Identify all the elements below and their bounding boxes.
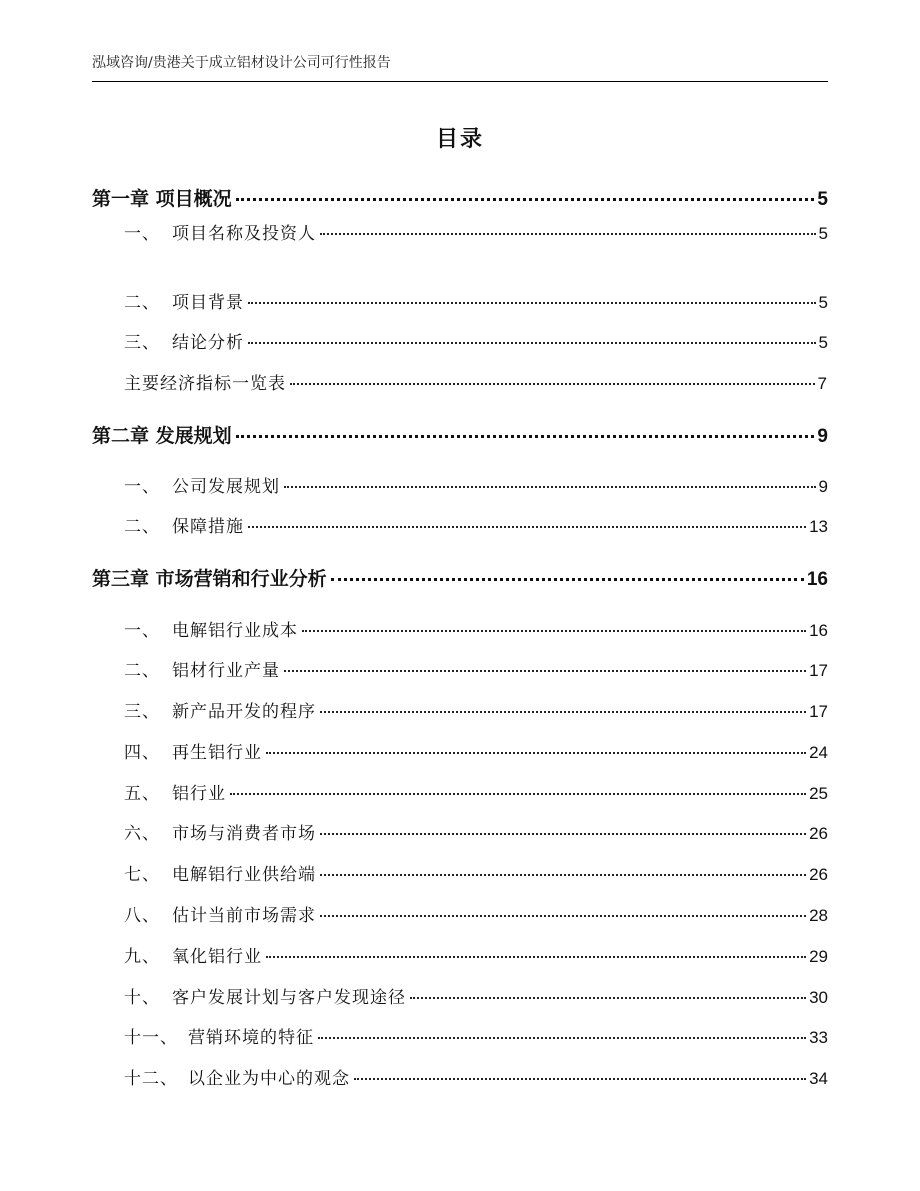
toc-section-entry[interactable] bbox=[92, 656, 828, 681]
toc-entry-label bbox=[124, 779, 226, 804]
toc-entry-title: 项目名称及投资人 bbox=[172, 224, 316, 244]
toc-section-entry[interactable] bbox=[92, 219, 828, 244]
toc-page-number: 29 bbox=[809, 947, 828, 966]
toc-dot-leader bbox=[248, 526, 806, 528]
toc-dot-leader bbox=[320, 833, 806, 835]
toc-page-number: 16 bbox=[806, 569, 828, 590]
toc-page-number: 9 bbox=[817, 426, 828, 447]
toc-entry-label bbox=[124, 1023, 314, 1048]
toc-dot-leader bbox=[236, 198, 815, 201]
toc-page-number: 17 bbox=[809, 661, 828, 680]
toc-page-number: 17 bbox=[809, 702, 828, 721]
toc-entry-label bbox=[124, 819, 316, 844]
toc-section-entry[interactable] bbox=[92, 328, 828, 353]
toc-section-entry[interactable] bbox=[92, 472, 828, 497]
toc-entry-title: 市场与消费者市场 bbox=[172, 824, 316, 844]
toc-entry-number: 五、 bbox=[124, 784, 160, 804]
toc-entry-number: 三、 bbox=[124, 702, 160, 722]
toc-section-entry[interactable] bbox=[92, 616, 828, 641]
toc-dot-leader bbox=[318, 1037, 806, 1039]
toc-entry-label bbox=[124, 472, 280, 497]
toc-entry-label bbox=[124, 616, 298, 641]
toc-entry-label bbox=[124, 328, 244, 353]
toc-section-entry[interactable] bbox=[92, 738, 828, 763]
toc-page-number: 9 bbox=[818, 477, 828, 496]
toc-entry-label bbox=[124, 983, 406, 1008]
toc-dot-leader bbox=[266, 752, 806, 754]
toc-entry-label bbox=[124, 901, 316, 926]
toc-section-entry[interactable] bbox=[92, 901, 828, 926]
toc-page-number: 33 bbox=[809, 1028, 828, 1047]
toc-chapter-entry[interactable] bbox=[92, 421, 828, 448]
toc-entry-title: 新产品开发的程序 bbox=[172, 702, 316, 722]
header-rule bbox=[92, 81, 828, 82]
toc-chapter-entry[interactable] bbox=[92, 184, 828, 211]
toc-page-number: 34 bbox=[809, 1069, 828, 1088]
toc-entry-number: 一、 bbox=[124, 621, 160, 641]
toc-dot-leader bbox=[236, 435, 815, 438]
toc-dot-leader bbox=[290, 383, 815, 385]
toc-page-number: 5 bbox=[818, 293, 828, 312]
toc-entry-number: 十一、 bbox=[124, 1028, 178, 1048]
toc-entry-label bbox=[124, 512, 244, 537]
toc-entry-title: 结论分析 bbox=[172, 333, 244, 353]
toc-entry-number: 八、 bbox=[124, 906, 160, 926]
toc-page-number: 30 bbox=[809, 988, 828, 1007]
toc-page-number: 26 bbox=[809, 865, 828, 884]
toc-entry-title: 铝行业 bbox=[172, 784, 226, 804]
toc-page-number: 5 bbox=[818, 333, 828, 352]
toc-page-number: 16 bbox=[809, 621, 828, 640]
toc-dot-leader bbox=[284, 486, 816, 488]
toc-page-number: 5 bbox=[817, 189, 828, 210]
toc-section-entry[interactable] bbox=[92, 983, 828, 1008]
toc-entry-title: 铝材行业产量 bbox=[172, 661, 280, 681]
toc-entry-number: 十二、 bbox=[124, 1069, 178, 1089]
toc-entry-title: 再生铝行业 bbox=[172, 743, 262, 763]
toc-dot-leader bbox=[266, 956, 806, 958]
toc-entry-number: 六、 bbox=[124, 824, 160, 844]
toc-entry-title: 估计当前市场需求 bbox=[172, 906, 316, 926]
toc-dot-leader bbox=[331, 578, 804, 581]
toc-entry-number: 二、 bbox=[124, 661, 160, 681]
toc-entry-title: 电解铝行业成本 bbox=[172, 621, 298, 641]
toc-entry-number: 二、 bbox=[124, 293, 160, 313]
toc-entry-title: 客户发展计划与客户发现途径 bbox=[172, 988, 406, 1008]
toc-dot-leader bbox=[320, 874, 806, 876]
toc-section-entry[interactable] bbox=[92, 369, 828, 394]
toc-entry-label: 主要经济指标一览表 bbox=[124, 374, 286, 394]
toc-entry-number: 九、 bbox=[124, 947, 160, 967]
toc-entry-label bbox=[124, 860, 316, 885]
toc-entry-label: 第三章 市场营销和行业分析 bbox=[92, 568, 327, 590]
toc-page-number: 5 bbox=[818, 224, 828, 243]
toc-dot-leader bbox=[230, 793, 806, 795]
toc-section-entry[interactable] bbox=[92, 942, 828, 967]
toc-chapter-entry[interactable] bbox=[92, 564, 828, 591]
toc-entry-label bbox=[124, 656, 280, 681]
toc-page-number: 26 bbox=[809, 824, 828, 843]
toc-entry-label bbox=[124, 738, 262, 763]
toc-entry-number: 十、 bbox=[124, 988, 160, 1008]
toc-dot-leader bbox=[248, 302, 816, 304]
page-title: 目录 bbox=[435, 127, 484, 152]
toc-entry-number: 一、 bbox=[124, 477, 160, 497]
toc-entry-number: 三、 bbox=[124, 333, 160, 353]
toc-section-entry[interactable] bbox=[92, 819, 828, 844]
toc-entry-title: 公司发展规划 bbox=[172, 477, 280, 497]
toc-entry-label: 第一章 项目概况 bbox=[92, 188, 232, 210]
toc-section-entry[interactable] bbox=[92, 697, 828, 722]
toc-section-entry[interactable] bbox=[92, 1023, 828, 1048]
toc-dot-leader bbox=[320, 711, 806, 713]
toc-section-entry[interactable] bbox=[92, 1064, 828, 1089]
toc-entry-title: 以企业为中心的观念 bbox=[188, 1069, 350, 1089]
toc-section-entry[interactable] bbox=[92, 288, 828, 313]
toc-section-entry[interactable] bbox=[92, 860, 828, 885]
toc-page-number: 13 bbox=[809, 517, 828, 536]
toc-page-number: 28 bbox=[809, 906, 828, 925]
toc-entry-title: 氧化铝行业 bbox=[172, 947, 262, 967]
toc-entry-title: 项目背景 bbox=[172, 293, 244, 313]
toc-dot-leader bbox=[354, 1078, 806, 1080]
toc-dot-leader bbox=[320, 915, 806, 917]
toc-section-entry[interactable] bbox=[92, 512, 828, 537]
toc-entry-title: 电解铝行业供给端 bbox=[172, 865, 316, 885]
toc-entry-label: 第二章 发展规划 bbox=[92, 425, 232, 447]
toc-page-number: 25 bbox=[809, 784, 828, 803]
toc-entry-label bbox=[124, 942, 262, 967]
toc-entry-label bbox=[124, 219, 316, 244]
toc-entry-title: 保障措施 bbox=[172, 517, 244, 537]
toc-entry-number: 七、 bbox=[124, 865, 160, 885]
toc-page-number: 7 bbox=[817, 374, 828, 393]
toc-entry-number: 四、 bbox=[124, 743, 160, 763]
toc-section-entry[interactable] bbox=[92, 779, 828, 804]
toc-dot-leader bbox=[248, 342, 816, 344]
toc-entry-label bbox=[124, 288, 244, 313]
toc-dot-leader bbox=[320, 233, 816, 235]
toc-entry-number: 一、 bbox=[124, 224, 160, 244]
toc-entry-label bbox=[124, 697, 316, 722]
toc-dot-leader bbox=[302, 630, 806, 632]
running-header: 泓域咨询/贵港关于成立铝材设计公司可行性报告 bbox=[92, 55, 391, 71]
toc-entry-title: 营销环境的特征 bbox=[188, 1028, 314, 1048]
toc-entry-number: 二、 bbox=[124, 517, 160, 537]
toc-entry-label bbox=[124, 1064, 350, 1089]
toc-dot-leader bbox=[284, 670, 806, 672]
toc-dot-leader bbox=[410, 997, 806, 999]
toc-page-number: 24 bbox=[809, 743, 828, 762]
